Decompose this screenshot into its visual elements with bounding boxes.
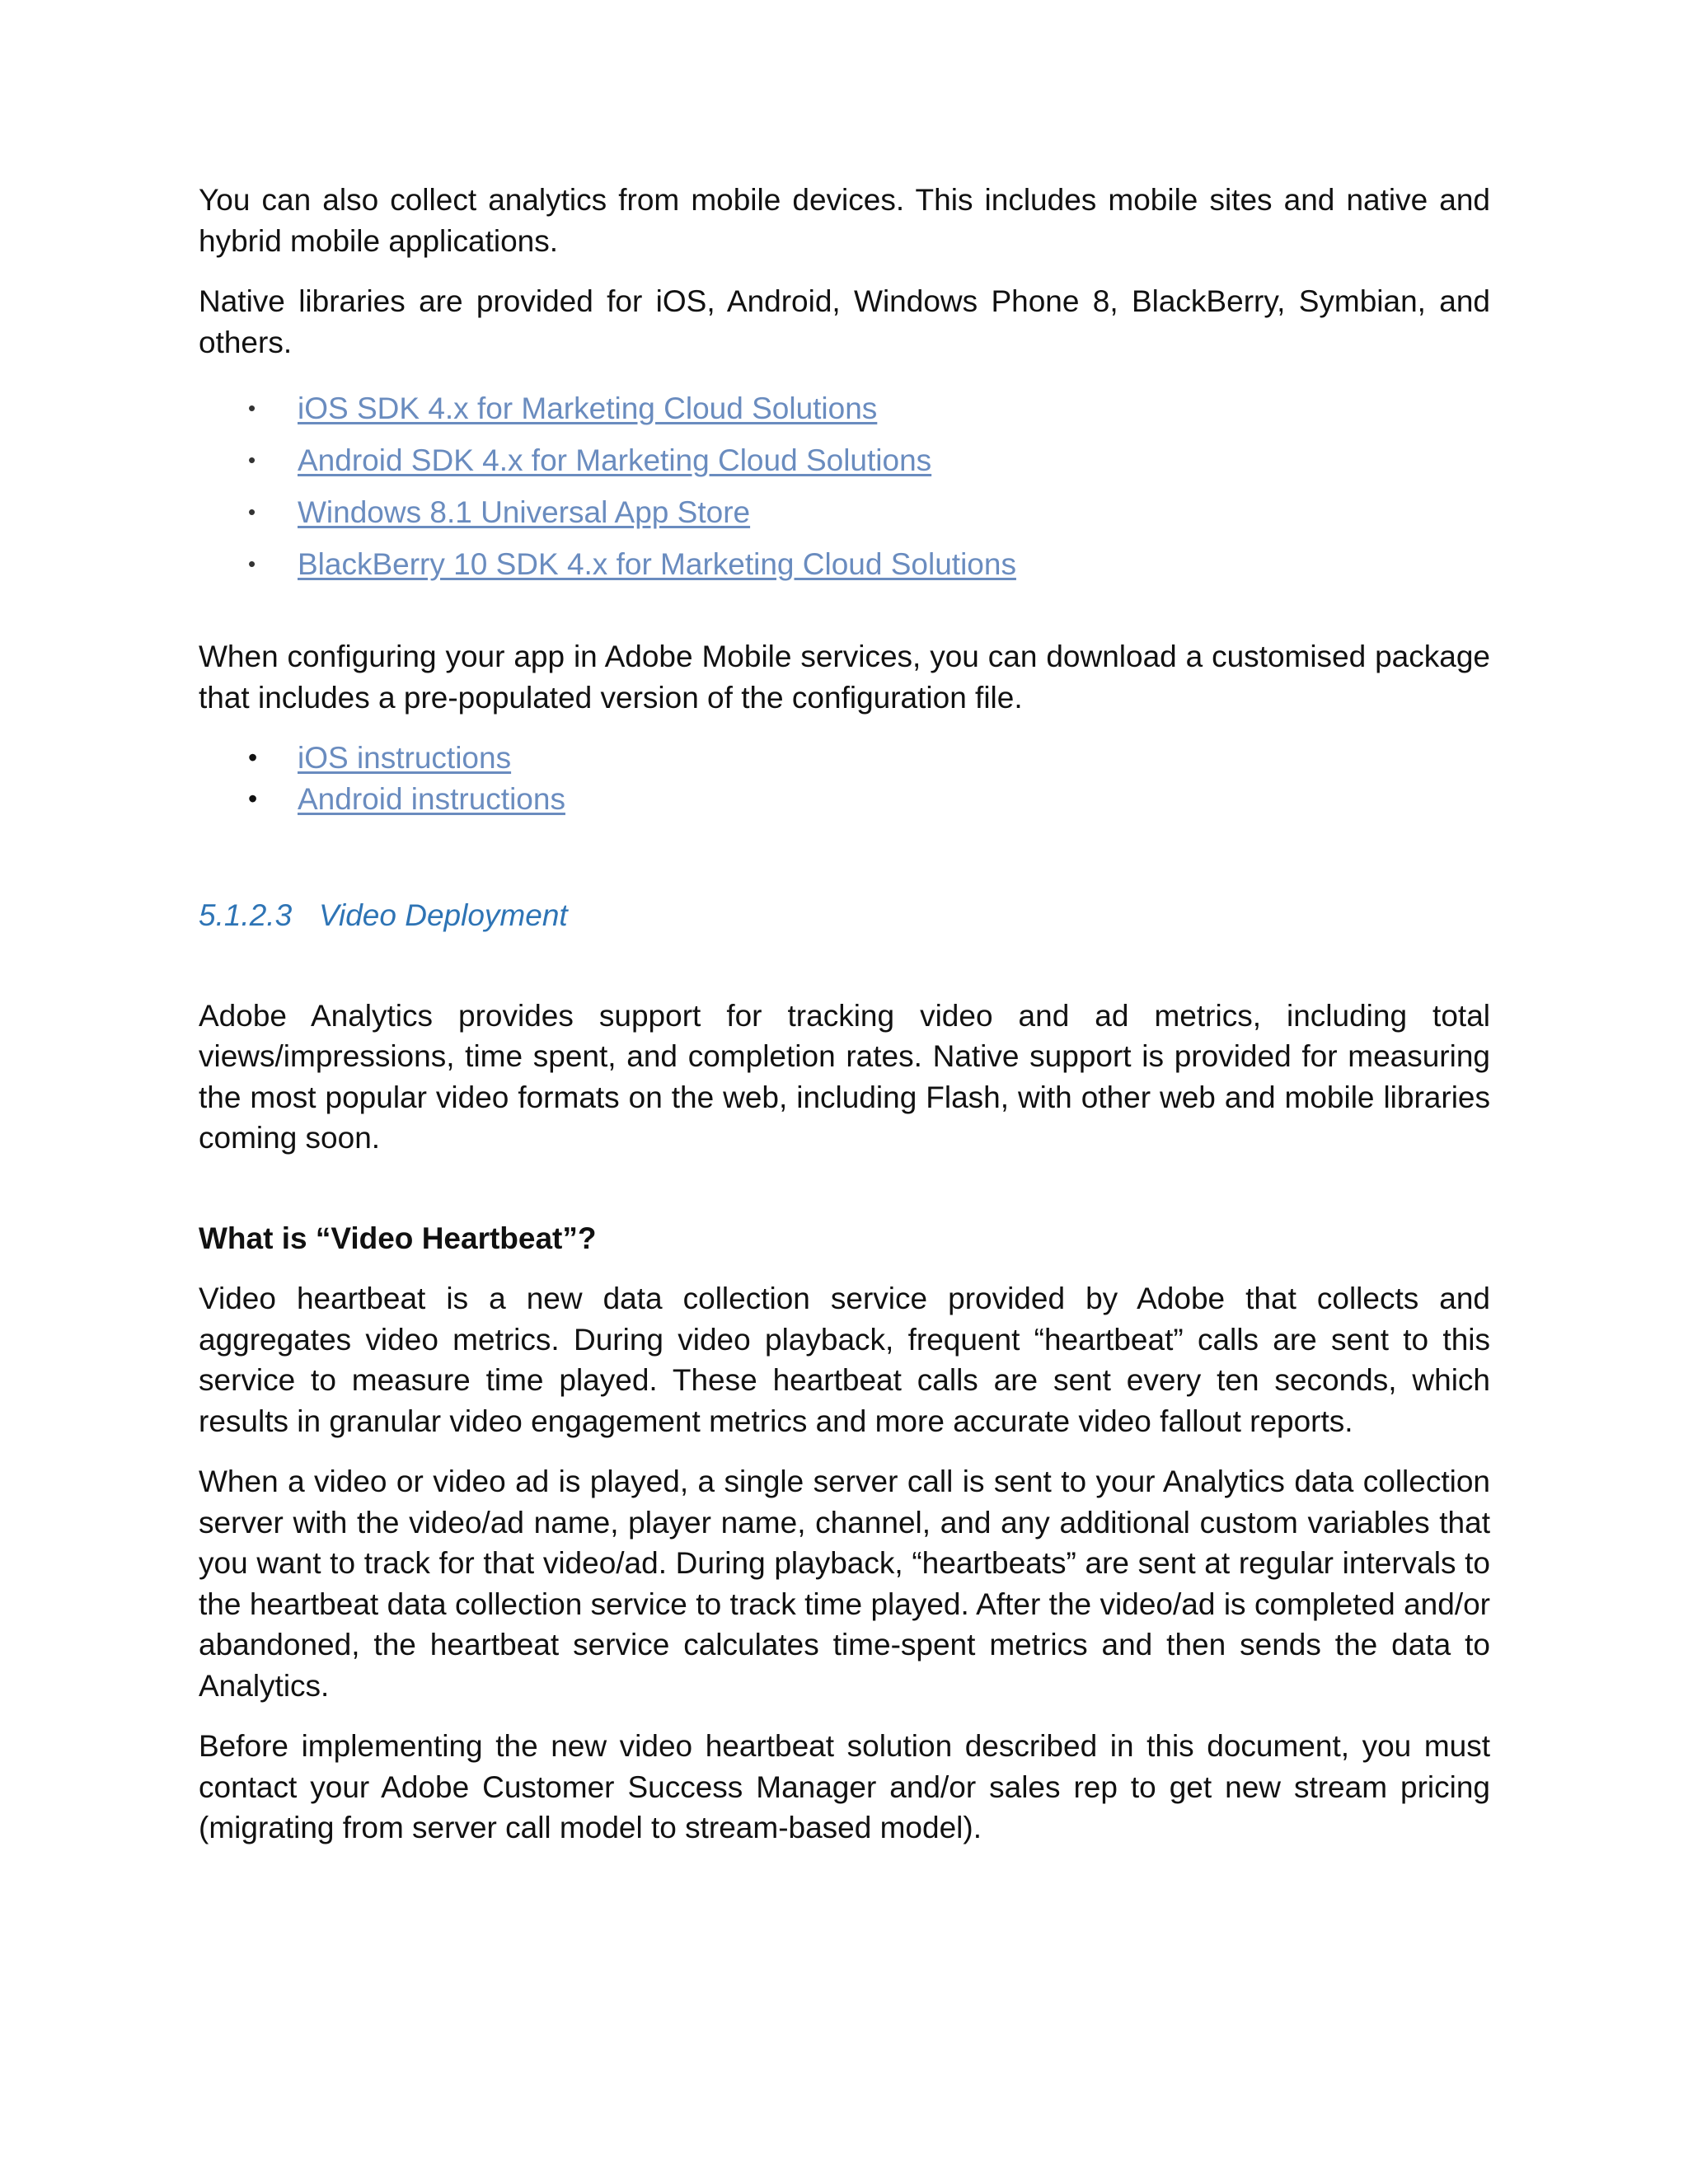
bullet-icon: • — [248, 783, 258, 813]
native-libraries-paragraph: Native libraries are provided for iOS, Android, Windows Phone 8, BlackBerry, Symbian, and others. — [199, 284, 1490, 359]
instruction-link-list — [199, 738, 1490, 819]
configuring-paragraph: When configuring your app in Adobe Mobile services, you can download a customised package that includes a pre-populated version of the configuration file. — [199, 640, 1490, 715]
android-instructions-link[interactable]: Android instructions — [298, 781, 565, 816]
list-item — [199, 434, 1490, 486]
video-support-paragraph: Adobe Analytics provides support for tracking video and ad metrics, including total views/impressions, time spent, and completion rates. Native support is provided for measuring the most popular video formats on the web, including Flash, with other web and mobile libraries coming soon. — [199, 998, 1490, 1155]
bullet-icon: • — [248, 551, 256, 576]
heartbeat-process-paragraph: When a video or video ad is played, a single server call is sent to your Analytics data collection server with the video/ad name, player name, channel, and any additional custom variables that you want to track for that video/ad. During playback, “heartbeats” are sent at regular intervals to the heartbeat data collection service to track time played. After the video/ad is completed and/or abandoned, the heartbeat service calculates time-spent metrics and then sends the data to Analytics. — [199, 1465, 1490, 1703]
android-sdk-link[interactable]: Android SDK 4.x for Marketing Cloud Solutions — [298, 443, 932, 477]
list-item — [199, 738, 1490, 779]
sdk-link-list — [199, 382, 1490, 590]
page-content — [199, 180, 1490, 1868]
ios-instructions-link[interactable]: iOS instructions — [298, 741, 512, 775]
list-item — [199, 779, 1490, 820]
list-item — [199, 382, 1490, 434]
bullet-icon: • — [248, 499, 256, 524]
list-item — [199, 538, 1490, 590]
windows-app-store-link[interactable]: Windows 8.1 Universal App Store — [298, 495, 751, 529]
pricing-note-paragraph: Before implementing the new video heartbeat solution described in this document, you must contact your Adobe Customer Success Manager and/or sales rep to get new stream pricing (migrating from server call model to stream-based model). — [199, 1729, 1490, 1844]
list-item — [199, 486, 1490, 538]
ios-sdk-link[interactable]: iOS SDK 4.x for Marketing Cloud Solutions — [298, 391, 878, 425]
bullet-icon: • — [248, 448, 256, 472]
bullet-icon: • — [248, 743, 258, 772]
section-title: Video Deployment — [319, 898, 568, 932]
heartbeat-definition-paragraph: Video heartbeat is a new data collection service provided by Adobe that collects and aggregates video metrics. During video playback, frequent “heartbeat” calls are sent to this service to measure time played. These heartbeat calls are sent every ten seconds, which results in granular video engagement metrics and more accurate video fallout reports. — [199, 1282, 1490, 1438]
video-heartbeat-heading: What is “Video Heartbeat”? — [199, 1221, 597, 1255]
blackberry-sdk-link[interactable]: BlackBerry 10 SDK 4.x for Marketing Cloud Solutions — [298, 547, 1016, 581]
intro-paragraph: You can also collect analytics from mobile devices. This includes mobile sites and native and hybrid mobile applications. — [199, 183, 1490, 258]
section-number: 5.1.2.3 — [199, 898, 293, 932]
bullet-icon: • — [248, 396, 256, 420]
section-heading — [199, 895, 1490, 936]
